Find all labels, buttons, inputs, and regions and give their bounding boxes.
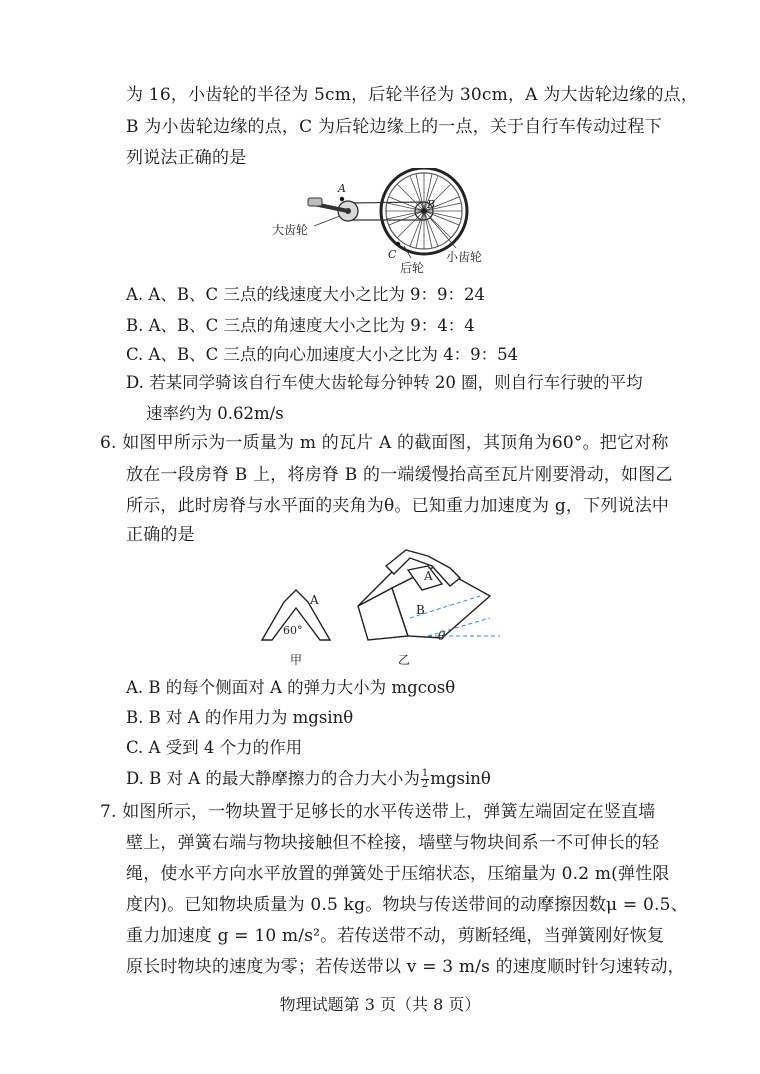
point-a-dot: [340, 197, 344, 201]
theta-label: θ: [438, 629, 446, 643]
q6-option-d-prefix: D. B 对 A 的最大静摩擦力的合力大小为: [126, 769, 420, 788]
q6-option-b: B. B 对 A 的作用力为 mgsinθ: [126, 708, 354, 727]
q5-stem-line-1: 为 16，小齿轮的半径为 5cm，后轮半径为 30cm，A 为大齿轮边缘的点，: [126, 85, 699, 105]
caption-jia: 甲: [290, 653, 303, 667]
ridge-incline-figure: [350, 548, 510, 670]
page-footer: 物理试题第 3 页（共 8 页）: [279, 995, 481, 1014]
q6-stem-line-2: 放在一段房脊 B 上，将房脊 B 的一端缓慢抬高至瓦片刚要滑动，如图乙: [126, 465, 673, 485]
q5-option-d: D. 若某同学骑该自行车使大齿轮每分钟转 20 圈，则自行车行驶的平均: [126, 373, 643, 392]
angle-label: 60°: [283, 624, 303, 637]
ridge-tile-a-label: A: [424, 569, 433, 583]
fraction-denominator: 2: [421, 779, 429, 790]
q6-option-d-suffix: mgsinθ: [430, 769, 491, 788]
q6-option-c: C. A 受到 4 个力的作用: [126, 738, 303, 757]
point-b-label: B: [427, 198, 436, 211]
caption-yi: 乙: [398, 653, 411, 667]
q6-option-a: A. B 的每个侧面对 A 的弹力大小为 mgcosθ: [126, 678, 456, 697]
fraction-numerator: 1: [421, 768, 429, 779]
big-gear-label: 大齿轮: [272, 223, 309, 237]
tile-section-figure: [252, 580, 342, 670]
q7-stem-line-6: 原长时物块的速度为零；若传送带以 v = 3 m/s 的速度顺时针匀速转动，: [126, 957, 685, 977]
ridge-b-label: B: [416, 603, 425, 617]
point-a-label: A: [338, 182, 346, 195]
rear-wheel: [381, 168, 467, 254]
q5-option-c: C. A、B、C 三点的向心加速度大小之比为 4：9：54: [126, 345, 519, 364]
q6-stem-line-1: 6. 如图甲所示为一质量为 m 的瓦片 A 的截面图，其顶角为60°。把它对称: [100, 433, 669, 453]
point-c-dot: [396, 242, 400, 246]
fraction-one-half: [421, 769, 429, 790]
q7-stem-line-2: 壁上，弹簧右端与物块接触但不栓接，墙壁与物块间系一不可伸长的轻: [126, 833, 660, 853]
q5-option-d-cont: 速率约为 0.62m/s: [146, 404, 284, 423]
q6-option-d: [126, 767, 491, 791]
q7-stem-line-4: 度内)。已知物块质量为 0.5 kg。物块与传送带间的动摩擦因数μ = 0.5、: [126, 895, 688, 915]
rear-wheel-label: 后轮: [400, 261, 425, 275]
point-c-label: C: [388, 248, 397, 261]
small-gear-label: 小齿轮: [446, 250, 483, 264]
q6-stem-line-3: 所示，此时房脊与水平面的夹角为θ。已知重力加速度为 g，下列说法中: [126, 496, 670, 516]
q7-stem-line-3: 绳，使水平方向水平放置的弹簧处于压缩状态，压缩量为 0.2 m(弹性限: [126, 864, 670, 884]
q5-stem-line-3: 列说法正确的是: [126, 148, 247, 168]
q5-option-a: A. A、B、C 三点的线速度大小之比为 9：9：24: [126, 285, 486, 304]
bicycle-drive-figure: [270, 168, 500, 278]
tile-a-label: A: [310, 593, 319, 607]
q6-stem-line-4: 正确的是: [126, 525, 195, 545]
q5-stem-line-2: B 为小齿轮边缘的点，C 为后轮边缘上的一点，关于自行车传动过程下: [126, 117, 662, 137]
q7-stem-line-5: 重力加速度 g = 10 m/s²。若传送带不动，剪断轻绳，当弹簧刚好恢复: [126, 926, 665, 946]
q7-stem-line-1: 7. 如图所示，一物块置于足够长的水平传送带上，弹簧左端固定在竖直墙: [100, 802, 656, 822]
q5-option-b: B. A、B、C 三点的角速度大小之比为 9：4：4: [126, 316, 475, 335]
